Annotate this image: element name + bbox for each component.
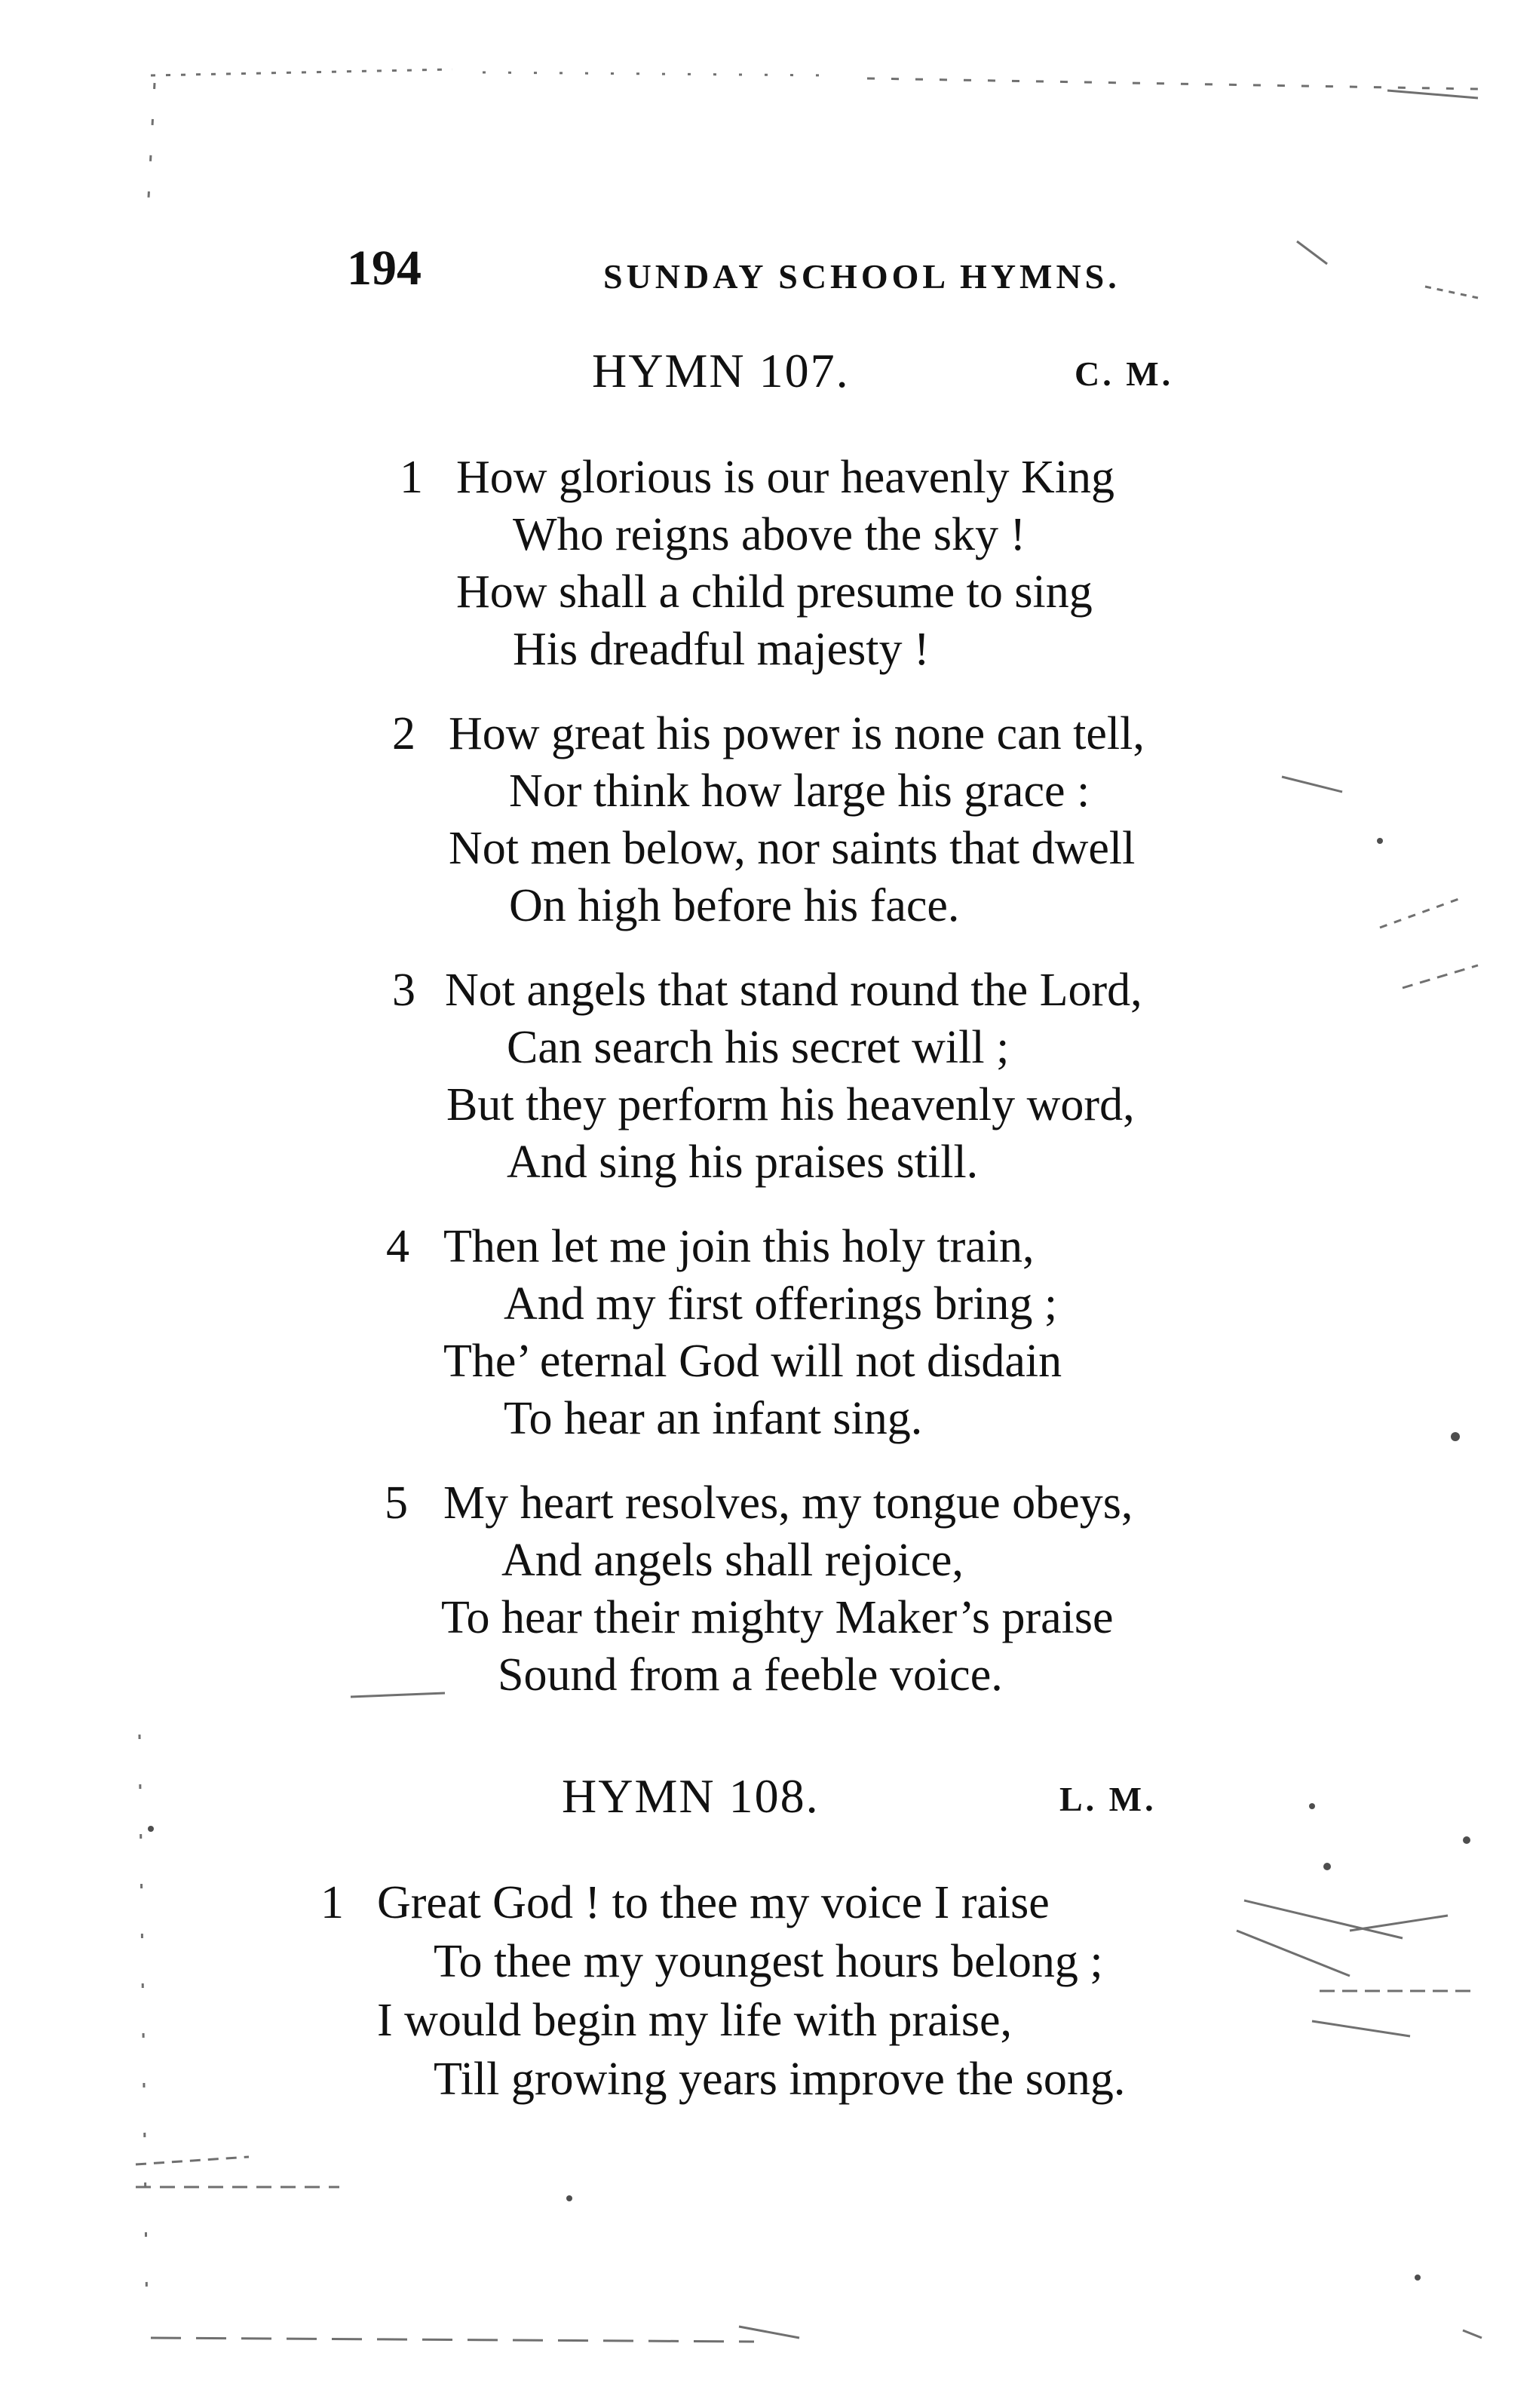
verse-line: Nor think how large his grace : [509, 765, 1090, 817]
verse-line: Sound from a feeble voice. [498, 1649, 1003, 1701]
verse-line: And sing his praises still. [507, 1137, 979, 1188]
stanza-number: 1 [400, 452, 423, 503]
hymn-meter: L. M. [1059, 1780, 1157, 1818]
verse-line: I would begin my life with praise, [377, 1995, 1012, 2046]
verse-line: Then let me join this holy train, [443, 1221, 1035, 1272]
verse-line: Who reigns above the sky ! [513, 509, 1026, 560]
verse-line: Not men below, nor saints that dwell [449, 823, 1136, 874]
stanza-number: 5 [385, 1477, 408, 1529]
verse-line: Great God ! to thee my voice I raise [377, 1877, 1050, 1928]
hymn-title: HYMN 108. [562, 1769, 820, 1823]
verse-line: How glorious is our heavenly King [456, 452, 1115, 503]
page-number: 194 [347, 241, 422, 296]
stanza-number: 3 [392, 965, 415, 1016]
verse-line: To thee my youngest hours belong ; [434, 1936, 1103, 1987]
hymn-meter: C. M. [1075, 354, 1174, 393]
verse-line: But they perform his heavenly word, [446, 1079, 1135, 1130]
stanza-number: 2 [392, 708, 415, 759]
verse-line: On high before his face. [509, 880, 960, 931]
stanza-number: 1 [320, 1877, 344, 1928]
verse-line: How shall a child presume to sing [456, 566, 1093, 618]
verse-line: Till growing years improve the song. [434, 2054, 1126, 2105]
verse-line: To hear an infant sing. [504, 1393, 923, 1444]
verse-line: Not angels that stand round the Lord, [445, 965, 1142, 1016]
verse-line: His dreadful majesty ! [513, 624, 930, 675]
hymn-title: HYMN 107. [592, 344, 850, 397]
verse-line: Can search his secret will ; [507, 1022, 1010, 1073]
running-title: SUNDAY SCHOOL HYMNS. [603, 257, 1121, 296]
verse-line: The’ eternal God will not disdain [443, 1336, 1062, 1387]
verse-line: And my first offerings bring ; [504, 1278, 1058, 1330]
page-header [347, 240, 1327, 300]
verse-line: How great his power is none can tell, [449, 708, 1145, 759]
hymn-107-heading [592, 343, 1271, 403]
verse-line: To hear their mighty Maker’s praise [441, 1592, 1114, 1643]
verse-line: My heart resolves, my tongue obeys, [443, 1477, 1133, 1529]
verse-line: And angels shall rejoice, [501, 1535, 964, 1586]
stanza-number: 4 [386, 1221, 409, 1272]
hymn-108-heading [562, 1768, 1240, 1829]
